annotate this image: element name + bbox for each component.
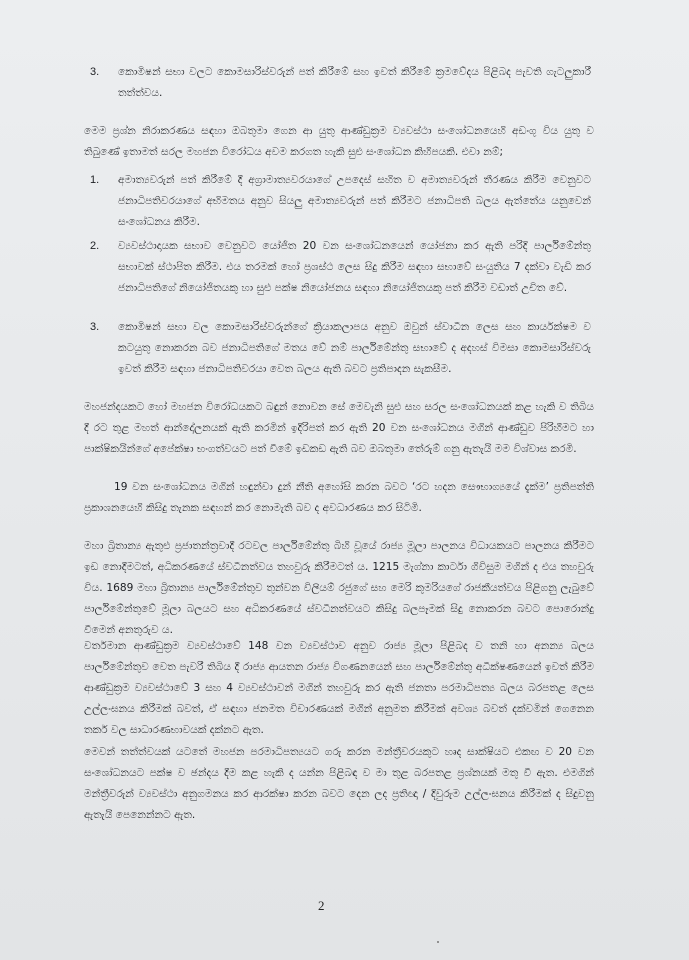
paragraph: 19 වන සංශෝධනය මගින් හඳුන්වා දුන් නීති අහෝසි කරන බවට ‘රට හදන සෞභාග්‍යයේ දැක්ම’ ප්‍රතිපත්ති ප්‍රකාශනයෙහි කිසිදු තැනක සඳහන් කර නොමැති බව ද අවධාරණය කර සිටිමි. bbox=[84, 481, 594, 514]
paragraph: මහා බ්‍රිතාන්‍ය ඇතුළු ප්‍රජාතන්ත්‍රවාදී රටවල පාර්ලිමේන්තු බිහි වූයේ රාජ්‍ය මූලා පාලනය විධායකයට පාලනය කිරීමට ඉඩ නොදීමටත්, අධිකරණයේ ස්වධීනත්වය තහවුරු කිරීමටත් ය. 1215 මැග්නා කාර්ටා ගිවිසුම මගින් ද එය තහවුරු විය. 1689 මහා බ්‍රිතාන්‍ය පාර්ලිමේන්තුව තුන්වන විලියම් රජුගේ සහ මෙරි කුමරියගේ රාජකීයත්වය පිළිගනු ලැබුවේ පාර්ලිමේන්තුවේ මූලා බලයට සහ අධිකරණයේ ස්වධීනත්වයට කිසිදු බලපෑමක් සිදු නොකරන බවට පොරොන්දු වීමෙන් අනතුරුව ය. bbox=[84, 540, 594, 636]
list-number: 3. bbox=[90, 321, 100, 333]
list-item-text: අමාත්‍යවරුන් පත් කිරීමේ දී අග්‍රාමාත්‍යවරයාගේ උපදෙස් සහිත ව අමාත්‍යවරුන් තීරණය කිරීම වෙනුවට ජනාධිපතිවරයාගේ අභිමතය අනුව සියලු අමාත්‍යවරුන් පත් කිරීමට ජනාධිපති බලය ඇත්තේය යනුවෙන් සංශෝධනය කිරීම. bbox=[118, 174, 591, 228]
paragraph: වර්තමාන ආණ්ඩුක්‍රම ව්‍යවස්ථාවේ 148 වන ව්‍යවස්ථාව අනුව රාජ්‍ය මූලා පිළිබද ව තනි හා අනන්‍ය බලය පාර්ලිමේන්තුව වෙත පැවරී තිබිය දී රාජ්‍ය ආයතන රාජ්‍ය විගණනයෙන් සහ පාර්ලිමේන්තු අධීක්ෂණයෙන් ඉවත් කිරීම ආණ්ඩුක්‍රම ව්‍යවස්ථාවේ 3 සහ 4 ව්‍යවස්ථාවන් මගින් තහවුරු කර ඇති ජනතා පරමාධිපත්‍ය බලය බරපතළ ලෙස උල්ලංඝනය කිරීමක් බවත්, ඒ සඳහා ජනමත විචාරණයක් මගින් අනුමත කිරීමක් අවශ්‍ය බවත් දක්වමින් ගෙනෙන තර්ක වල සාධාරණභාවයක් දක්නට ඇත. bbox=[84, 640, 594, 736]
list-number: 3. bbox=[90, 66, 100, 78]
list-number: 1. bbox=[90, 174, 100, 186]
paragraph: මෙවන් තත්ත්වයක් යටතේ මහජන පරමාධිපත්‍යයට ගරු කරන මන්ත්‍රීවරයකුට හෘද සාක්ෂියට එකඟ ව 20 වන සංශෝධනයට පක්ෂ ව ඡන්දය දීම කළ හැකි ද යන්න පිළිබඳ ව මා තුළ බරපතළ ප්‍රශ්නයක් මතු වී ඇත. එමගින් මන්ත්‍රීවරුන් ව්‍යවස්ථා අනුගමනය කර ආරක්ෂා කරන බවට දෙන ලද ප්‍රතිඥා / දිවුරුම උල්ලංඝනය කිරීමක් ද සිදුවනු ඇතැයි පෙනෙන්නට ඇත. bbox=[84, 746, 594, 821]
page-number: 2 bbox=[318, 898, 325, 913]
list-item-text: කොමිෂන් සභා වලට කොමසාරිස්වරුන් පත් කිරීමේ සහ ඉවත් කිරීමේ ක්‍රමවේදය පිළිබද පැවති ගැටලුකාරී තත්ත්වය. bbox=[118, 66, 591, 99]
list-item-text: ව්‍යවස්ථාදායක සභාව වෙනුවට යෝජිත 20 වන සංශෝධනයෙන් යෝජනා කර ඇති පරිදි පාර්ලිමේන්තු සභාවක් ස්ථාපිත කිරීම. එය තරමක් හෝ ප්‍රශස්ථ ලෙස සිදු කිරීම සඳහා සභාවේ සංයුතිය 7 දක්වා වැඩි කර ජනාධිපතිගේ නියෝජිතයකු හා සුළු පක්ෂ නියෝජනය සඳහා නියෝජිතයකු පත් කිරීම වඩාත් උචිත වේ. bbox=[118, 240, 591, 294]
list-number: 2. bbox=[90, 240, 100, 252]
scan-speck bbox=[437, 941, 439, 943]
paragraph: මෙම ප්‍රශ්න නිරාකරණය සඳහා ඔබතුමා ගෙන ආ යුතු ආණ්ඩුක්‍රම ව්‍යවස්ථා සංශෝධනයෙහි අඩංගු විය යුතු ව තිබුණේ ඉතාමත් සරල මහජන විරෝධය අවම කරගත හැකි සුළු සංශෝධන කිහිපයකි. එවා නම්; bbox=[84, 125, 594, 158]
list-item-text: කොමිෂන් සභා වල කොමසාරිස්වරුන්ගේ ක්‍රියාකලාපය අනුව ඔවුන් ස්වාධීන ලෙස සහ කාර්යක්ෂම ව කටයුතු නොකරන බව ජනාධිපතිගේ මතය වේ නම් පාර්ලිමේන්තු සභාවේ ද අදහස් විමසා කොමසාරිස්වරු ඉවත් කිරීම සඳහා ජනාධිපතිවරයා වෙත බලය ඇති බවට ප්‍රතිපාදන සැකසීම. bbox=[118, 321, 591, 375]
paragraph: මහජන්දයකට හෝ මහජන විරෝධයකට බඳුන් නොවන සේ මෙවැනි සුළු සහ සරල සංශෝධනයක් කළ හැකි ව තිබිය දී රට තුළ මහත් ආන්දෝලනයක් ඇති කරමින් ඉදිරිපත් කර ඇති 20 වන සංශෝධනය මගින් ආණ්ඩුව පිරිහීමට හා පාක්ෂිකයින්ගේ අපේක්ෂා භංගත්වයට පත් වීමේ ඉඩකඩ ඇති බව ඔබතුමා තේරුම් ගනු ඇතැයි මම විශ්වාස කරමි. bbox=[84, 401, 594, 455]
